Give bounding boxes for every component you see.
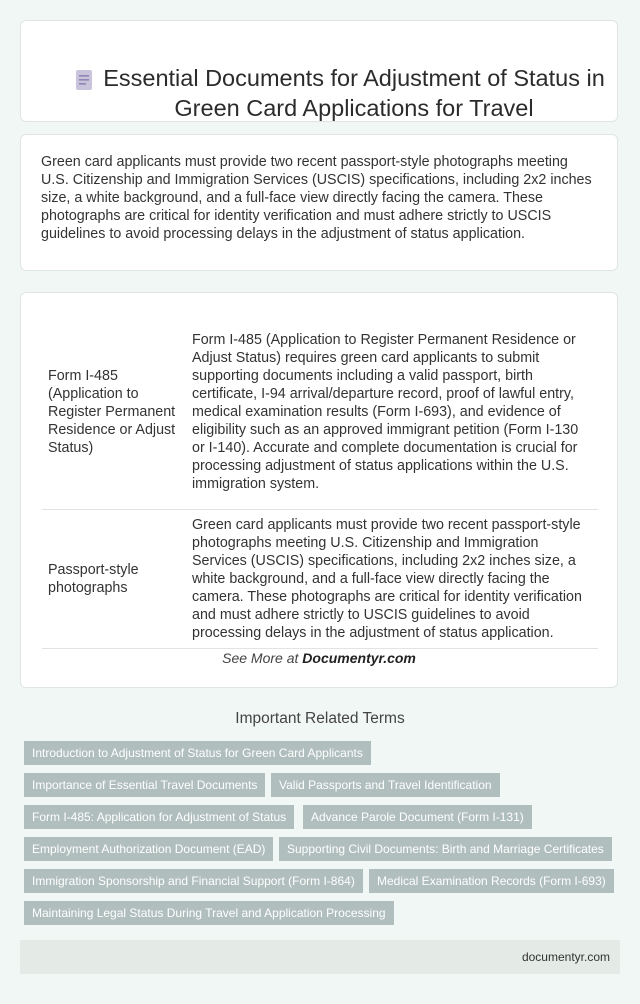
term-cell: Form I-485 (Application to Register Permanent Residence or Adjust Status) [42, 315, 186, 510]
intro-text: Green card applicants must provide two recent passport-style photographs meeting U.S. Citizenship and Immigration Services (USCIS) specifications, including 2x2 inches size, a white background, and a full-face view directly facing the camera. These photographs are critical for identity verification and must adhere strictly to USCIS guidelines to avoid processing delays in the adjustment of status application. [41, 154, 592, 242]
related-tag[interactable]: Employment Authorization Document (EAD) [24, 837, 273, 861]
related-terms-title: Important Related Terms [235, 710, 405, 727]
term-cell: Passport-style photographs [42, 510, 186, 649]
table-row [42, 315, 598, 510]
related-tag[interactable]: Advance Parole Document (Form I-131) [303, 805, 532, 829]
documents-table [42, 315, 598, 649]
see-more-prefix: See More at [222, 650, 303, 666]
description-cell: Green card applicants must provide two recent passport-style photographs meeting U.S. Citizenship and Immigration Services (USCIS) specifications, including 2x2 inches size, a white background, and a full-face view directly facing the camera. These photographs are critical for identity verification and must adhere strictly to USCIS guidelines to avoid processing delays in the adjustment of status application. [186, 510, 598, 649]
page-title: Essential Documents for Adjustment of Status in Green Card Applications for Travel [103, 65, 605, 121]
related-tag[interactable]: Immigration Sponsorship and Financial Support (Form I-864) [24, 869, 363, 893]
related-tag[interactable]: Form I-485: Application for Adjustment of Status [24, 805, 294, 829]
related-tag[interactable]: Introduction to Adjustment of Status for Green Card Applicants [24, 741, 371, 765]
description-cell: Form I-485 (Application to Register Permanent Residence or Adjust Status) requires green card applicants to submit supporting documents including a valid passport, birth certificate, I-94 arrival/departure record, proof of lawful entry, medical examination results (Form I-693), and evidence of eligibility such as an approved immigrant petition (Form I-130 or I-140). Accurate and complete documentation is crucial for processing adjustment of status applications within the U.S. immigration system. [186, 315, 598, 510]
intro-card [20, 134, 618, 271]
related-tag[interactable]: Valid Passports and Travel Identification [271, 773, 500, 797]
document-icon [74, 68, 94, 92]
see-more-link[interactable] [21, 650, 617, 666]
related-tag[interactable]: Importance of Essential Travel Documents [24, 773, 265, 797]
footer [20, 940, 620, 974]
header-card [20, 20, 618, 122]
footer-site[interactable]: documentyr.com [521, 950, 610, 964]
table-row [42, 510, 598, 649]
related-tag[interactable]: Supporting Civil Documents: Birth and Marriage Certificates [279, 837, 612, 861]
related-tag[interactable]: Maintaining Legal Status During Travel and Application Processing [24, 901, 394, 925]
related-tag[interactable]: Medical Examination Records (Form I-693) [369, 869, 614, 893]
see-more-site: Documentyr.com [302, 650, 416, 666]
documents-table-card [20, 292, 618, 688]
